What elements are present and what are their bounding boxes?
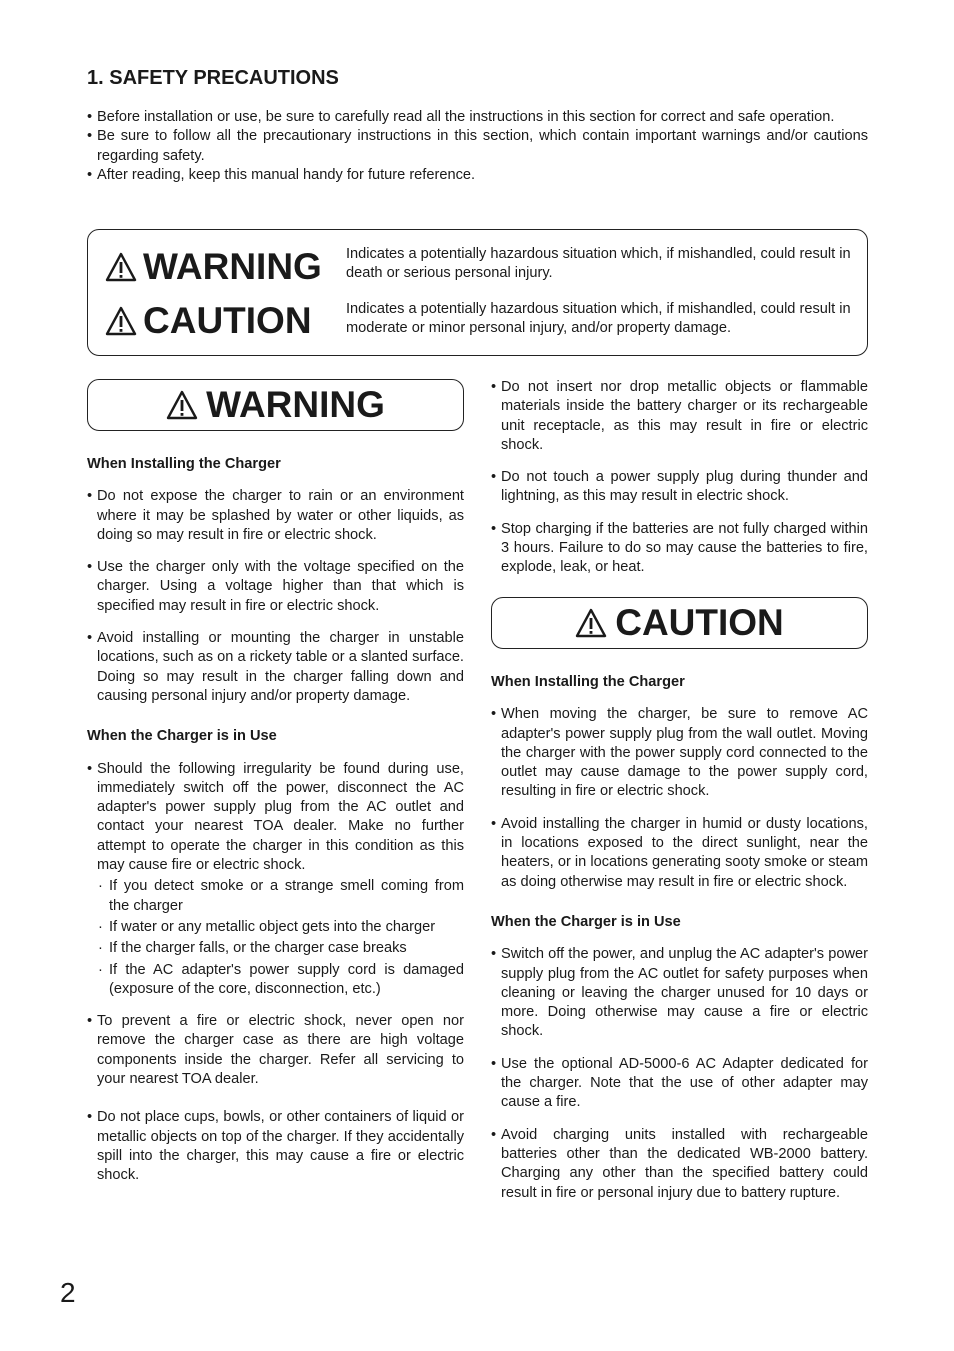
list-item: • Do not expose the charger to rain or an environment where it may be splashed by water or other liquids, as doing so may result in fire or electric shock.: [87, 487, 464, 545]
caution-use-heading: When the Charger is in Use: [491, 913, 681, 930]
warning-right-list: [491, 378, 868, 578]
page-title: 1. SAFETY PRECAUTIONS: [87, 67, 339, 89]
irregularity-sublist: [97, 877, 464, 999]
signal-word-legend: [87, 229, 868, 356]
caution-column: [491, 673, 868, 1216]
warning-installing-list: [87, 487, 464, 706]
legend-warning-word: WARNING: [143, 246, 322, 287]
legend-warning: [105, 247, 322, 287]
list-item: • Avoid installing or mounting the charger in unstable locations, such as on a rickety table or a slanted surface. Doing so may result in the charger falling down and causing personal injury and/or property damage.: [87, 629, 464, 706]
list-item: • Do not insert nor drop metallic objects or flammable materials inside the battery charger or its rechargeable unit receptacle, as this may result in fire or electric shock.: [491, 378, 868, 455]
caution-triangle-icon: [575, 608, 607, 638]
intro-item: • Be sure to follow all the precautionary instructions in this section, which contain important warnings and/or cautions regarding safety.: [87, 127, 868, 166]
warning-triangle-icon: [105, 252, 137, 282]
intro-item: • After reading, keep this manual handy for future reference.: [87, 166, 868, 185]
warning-left-column: [87, 455, 464, 1199]
caution-installing-list: [491, 705, 868, 892]
sublist-item: · If water or any metallic object gets into the charger: [97, 918, 464, 937]
list-item: • When moving the charger, be sure to remove AC adapter's power supply plug from the wall outlet. Moving the charger with the power supply cord connected to the outlet may cause damage to the power supply cord, resulting in fire or electric shock.: [491, 705, 868, 801]
list-item: • Avoid charging units installed with rechargeable batteries other than the dedicated WB-2000 battery. Charging any other than the specified battery could result in fire or personal injury due to battery rupture.: [491, 1126, 868, 1203]
caution-triangle-icon: [105, 306, 137, 336]
legend-caution-word: CAUTION: [143, 300, 312, 341]
warning-banner: [87, 379, 464, 431]
caution-banner-label: CAUTION: [615, 602, 784, 644]
caution-installing-heading: When Installing the Charger: [491, 674, 685, 690]
caution-use-list: [491, 945, 868, 1203]
intro-list: [87, 108, 868, 185]
legend-warning-description: Indicates a potentially hazardous situation which, if mishandled, could result in death or serious personal injury.: [346, 246, 851, 282]
list-item: • Do not place cups, bowls, or other containers of liquid or metallic objects on top of the charger. If they accidentally spill into the charger, this may cause a fire or electric shock.: [87, 1108, 464, 1185]
caution-banner: [491, 597, 868, 649]
page-number: 2: [60, 1277, 76, 1308]
list-item: • Use the charger only with the voltage specified on the charger. Using a voltage higher than that which is specified may result in fire or electric shock.: [87, 558, 464, 616]
warning-use-list: [87, 760, 464, 1186]
list-item: • Switch off the power, and unplug the AC adapter's power supply plug from the AC outlet for safety purposes when cleaning or leaving the charger unused for 10 days or more. Doing otherwise may cause a fire or electric shock.: [491, 945, 868, 1041]
warning-triangle-icon: [166, 390, 198, 420]
list-item: • Use the optional AD-5000-6 AC Adapter dedicated for the charger. Note that the use of other adapter may cause a fire.: [491, 1055, 868, 1113]
sublist-item: · If the charger falls, or the charger case breaks: [97, 939, 464, 958]
sublist-item: · If the AC adapter's power supply cord is damaged (exposure of the core, disconnection, etc.): [97, 961, 464, 1000]
list-item: [87, 760, 464, 1000]
legend-caution-description: Indicates a potentially hazardous situation which, if mishandled, could result in moderate or minor personal injury, and/or property damage.: [346, 301, 851, 337]
list-item-text: Should the following irregularity be found during use, immediately switch off the power, disconnect the AC adapter's power supply plug from the AC outlet and contact your nearest TOA dealer. Make no further attempt to operate the charger in this condition as this may cause fire or electric shock.: [97, 760, 464, 874]
legend-caution: [105, 301, 312, 341]
list-item: • To prevent a fire or electric shock, never open nor remove the charger case as there are high voltage components inside the charger. Refer all servicing to your nearest TOA dealer.: [87, 1012, 464, 1089]
list-item: • Stop charging if the batteries are not fully charged within 3 hours. Failure to do so may cause the batteries to fire, explode, leak, or heat.: [491, 520, 868, 578]
warning-right-column: [491, 378, 868, 591]
sublist-item: · If you detect smoke or a strange smell coming from the charger: [97, 877, 464, 916]
intro-item: • Before installation or use, be sure to carefully read all the instructions in this section for correct and safe operation.: [87, 108, 868, 127]
list-item: • Avoid installing the charger in humid or dusty locations, in locations exposed to the direct sunlight, near the heaters, or in locations generating sooty smoke or steam as doing otherwise may result in fire or electric shock.: [491, 815, 868, 892]
warning-installing-heading: When Installing the Charger: [87, 456, 281, 472]
list-item: • Do not touch a power supply plug during thunder and lightning, as this may result in electric shock.: [491, 468, 868, 507]
warning-use-heading: When the Charger is in Use: [87, 728, 277, 745]
warning-banner-label: WARNING: [206, 384, 385, 426]
